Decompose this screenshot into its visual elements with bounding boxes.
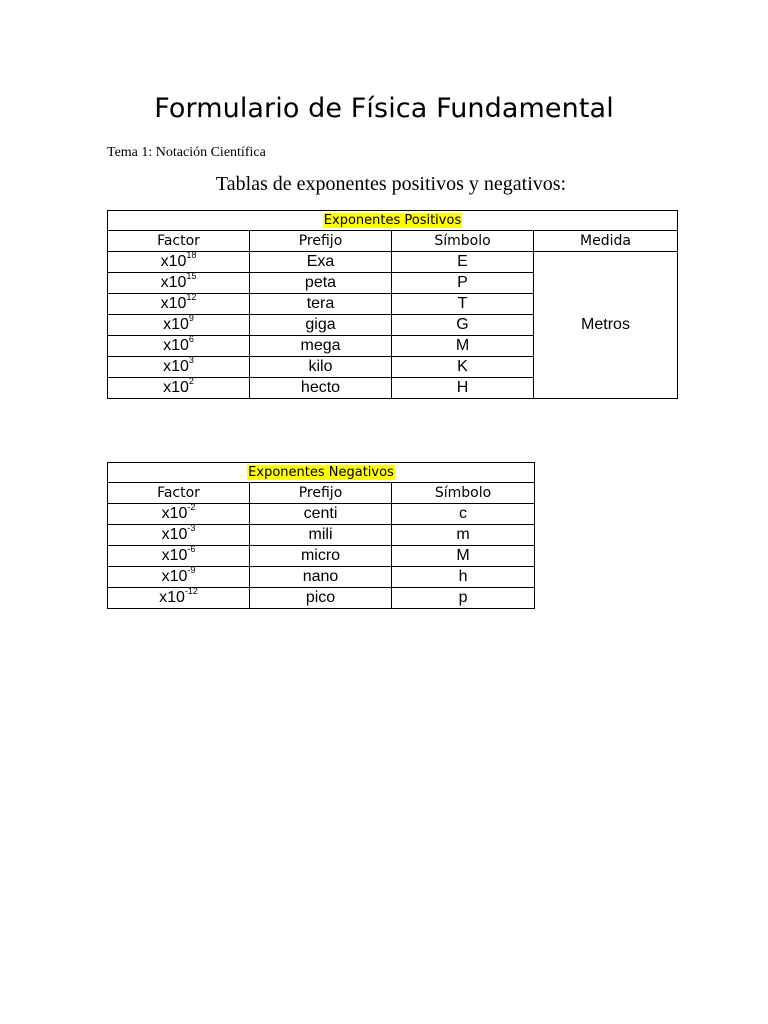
symbol-cell: K <box>392 357 534 378</box>
factor-base: x10 <box>163 316 189 333</box>
factor-cell <box>108 336 250 357</box>
tables-subtitle: Tablas de exponentes positivos y negativos: <box>215 173 567 195</box>
factor-cell <box>108 567 250 588</box>
factor-exponent: 2 <box>188 377 194 386</box>
symbol-cell: h <box>392 567 535 588</box>
factor-cell <box>108 546 250 567</box>
factor-cell <box>108 315 250 336</box>
negative-table-caption-row <box>108 463 535 483</box>
factor-cell <box>108 294 250 315</box>
symbol-cell: p <box>392 588 535 609</box>
positive-table-caption-row <box>108 211 678 231</box>
factor-base: x10 <box>161 526 188 543</box>
factor-cell <box>108 273 250 294</box>
negative-table-header-row <box>108 483 535 504</box>
prefix-cell: nano <box>250 567 392 588</box>
factor-base: x10 <box>163 337 189 354</box>
negative-table-caption: Exponentes Negativos <box>248 465 394 480</box>
factor-exponent: 12 <box>186 293 197 302</box>
symbol-cell: T <box>392 294 534 315</box>
factor-cell <box>108 378 250 399</box>
factor-cell <box>108 525 250 546</box>
table-row <box>108 525 535 546</box>
factor-base: x10 <box>160 295 187 312</box>
table-row <box>108 546 535 567</box>
factor-cell <box>108 357 250 378</box>
document-title: Formulario de Física Fundamental <box>154 93 614 124</box>
factor-exponent: 3 <box>188 356 194 365</box>
factor-cell <box>108 588 250 609</box>
positive-table-header-row <box>108 231 678 252</box>
positive-table-caption: Exponentes Positivos <box>323 213 462 228</box>
prefix-cell: kilo <box>250 357 392 378</box>
factor-exponent: 18 <box>186 251 197 260</box>
symbol-cell: E <box>392 252 534 273</box>
factor-exponent: -12 <box>184 587 198 596</box>
header-measure: Medida <box>534 231 678 252</box>
factor-exponent: 15 <box>186 272 197 281</box>
symbol-cell: H <box>392 378 534 399</box>
factor-base: x10 <box>161 505 188 522</box>
table-row <box>108 567 535 588</box>
header-prefix: Prefijo <box>250 483 392 504</box>
symbol-cell: M <box>392 336 534 357</box>
negative-exponents-table <box>107 462 535 609</box>
symbol-cell: M <box>392 546 535 567</box>
symbol-cell: m <box>392 525 535 546</box>
symbol-cell: P <box>392 273 534 294</box>
symbol-cell: c <box>392 504 535 525</box>
header-symbol: Símbolo <box>392 483 535 504</box>
symbol-cell: G <box>392 315 534 336</box>
prefix-cell: giga <box>250 315 392 336</box>
prefix-cell: Exa <box>250 252 392 273</box>
factor-cell <box>108 252 250 273</box>
table-row <box>108 588 535 609</box>
header-symbol: Símbolo <box>392 231 534 252</box>
prefix-cell: centi <box>250 504 392 525</box>
factor-base: x10 <box>159 589 185 606</box>
factor-exponent: 9 <box>188 314 194 323</box>
factor-exponent: -6 <box>187 545 196 554</box>
prefix-cell: micro <box>250 546 392 567</box>
factor-base: x10 <box>161 568 188 585</box>
table-row <box>108 504 535 525</box>
header-prefix: Prefijo <box>250 231 392 252</box>
factor-exponent: -2 <box>187 503 196 512</box>
header-factor: Factor <box>108 231 250 252</box>
positive-exponents-table <box>107 210 678 399</box>
prefix-cell: pico <box>250 588 392 609</box>
factor-base: x10 <box>161 547 188 564</box>
factor-cell <box>108 504 250 525</box>
factor-base: x10 <box>163 358 189 375</box>
prefix-cell: hecto <box>250 378 392 399</box>
table-row <box>108 252 678 273</box>
topic-label: Tema 1: Notación Científica <box>107 145 266 160</box>
prefix-cell: mega <box>250 336 392 357</box>
prefix-cell: tera <box>250 294 392 315</box>
factor-exponent: 6 <box>188 335 194 344</box>
factor-base: x10 <box>163 379 189 396</box>
factor-exponent: -9 <box>187 566 196 575</box>
prefix-cell: mili <box>250 525 392 546</box>
factor-exponent: -3 <box>187 524 196 533</box>
factor-base: x10 <box>160 253 187 270</box>
measure-cell: Metros <box>534 252 678 399</box>
factor-base: x10 <box>160 274 187 291</box>
positive-table-caption-cell <box>108 211 678 231</box>
header-factor: Factor <box>108 483 250 504</box>
negative-table-caption-cell <box>108 463 535 483</box>
prefix-cell: peta <box>250 273 392 294</box>
